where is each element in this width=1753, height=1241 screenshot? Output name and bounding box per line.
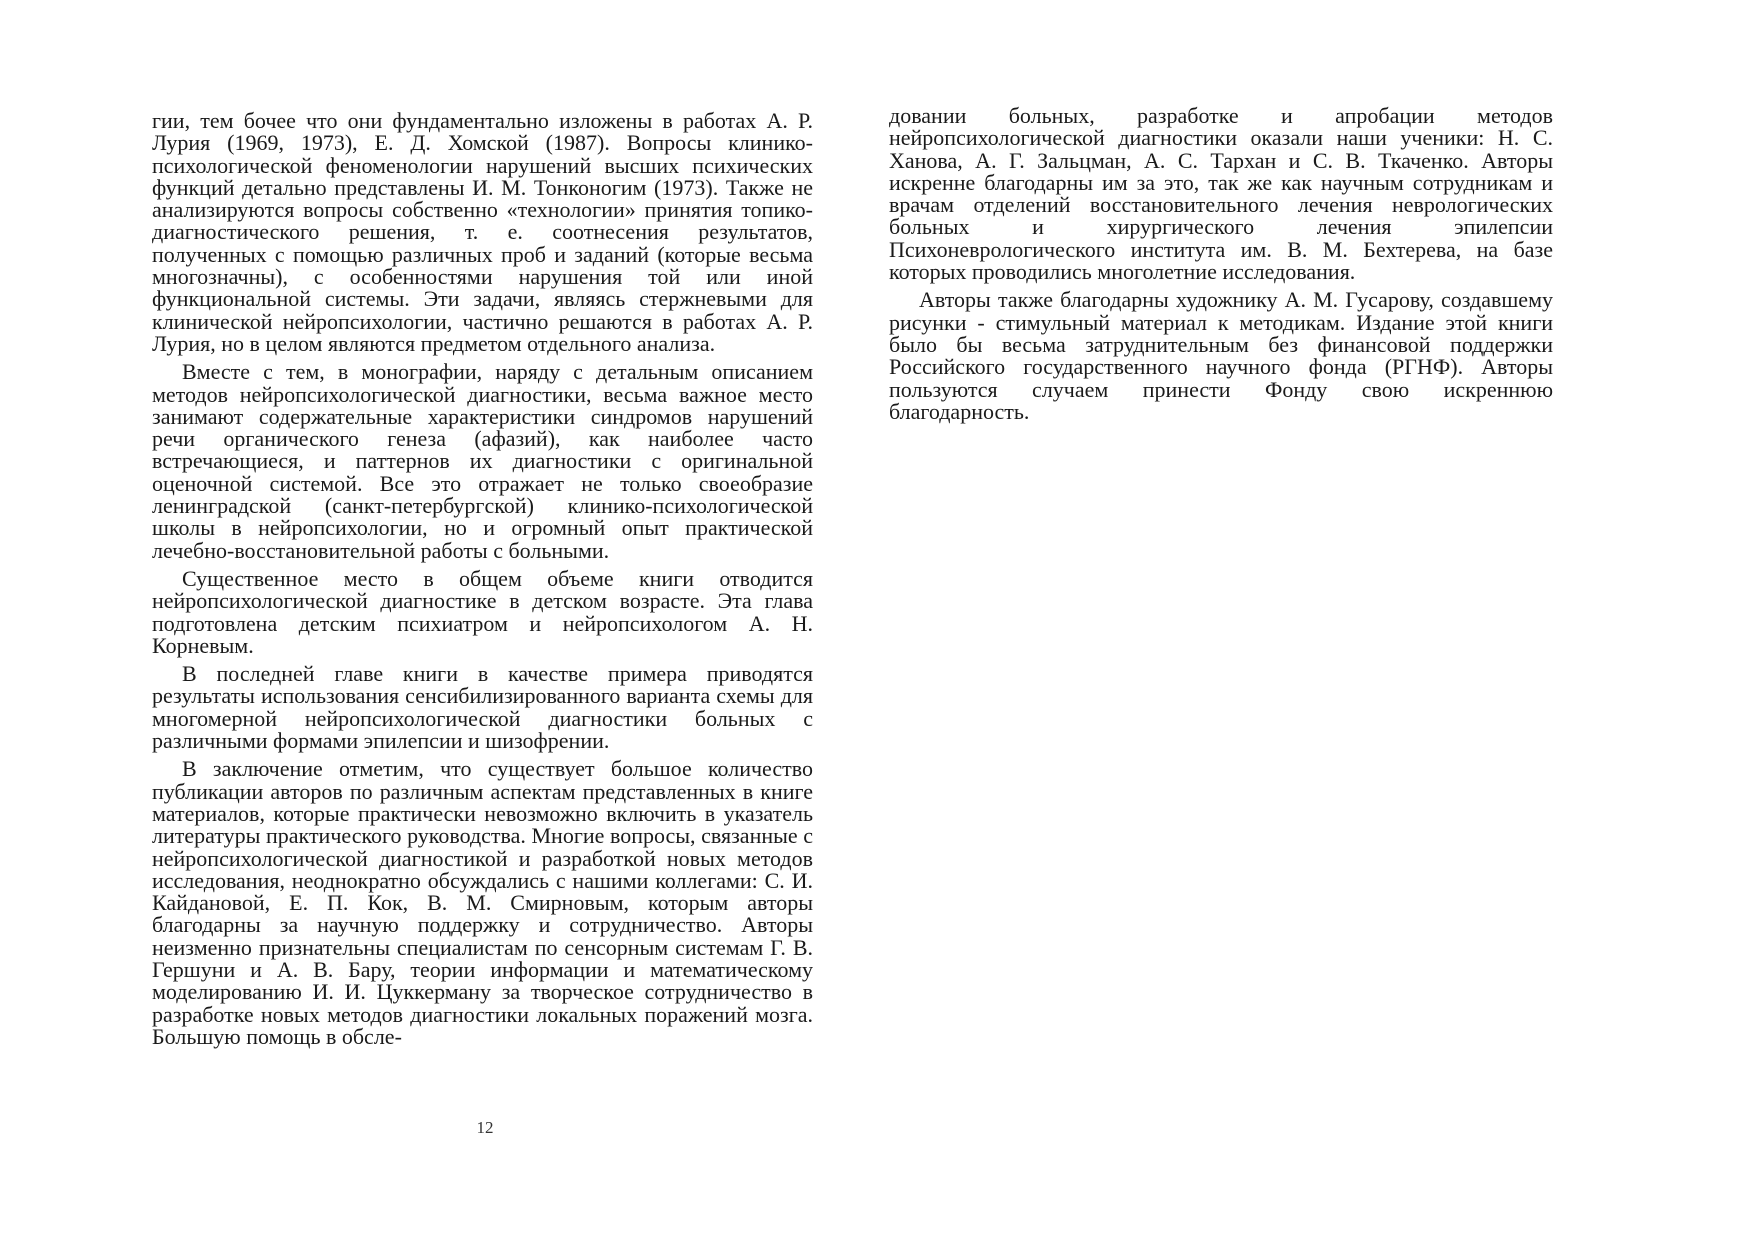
paragraph: В заключение отметим, что существует большое количество публикации авторов по различным аспектам представленных в книге материалов, которые практически невозможно включить в указатель литературы практического руководства. Многие вопросы, связанные с нейропсихологической диагностикой и разработкой новых методов исследования, неоднократно обсуждались с нашими коллегами: С. И. Кайдановой, Е. П. Кок, В. М. Смирновым, которым авторы благодарны за научную поддержку и сотрудничество. Авторы неизменно признательны специалистам по сенсорным системам Г. В. Гершуни и А. В. Бару, теории информации и математическому моделированию И. И. Цуккерману за творческое сотрудничество в разработке новых методов диагностики локальных поражений мозга. Большую помощь в обсле- <box>152 756 813 1049</box>
paragraph: довании больных, разработке и апробации методов нейропсихологической диагностики оказали наши ученики: Н. С. Ханова, А. Г. Зальцман, А. С. Тархан и С. В. Ткаченко. Авторы искренне благодарны им за это, так же как научным сотрудникам и врачам отделений восстановительного лечения неврологических больных и хирургического лечения эпилепсии Психоневрологического института им. В. М. Бехтерева, на базе которых проводились многолетние исследования. <box>889 103 1553 285</box>
paragraph: гии, тем бочее что они фундаментально изложены в работах А. Р. Лурия (1969, 1973), Е. Д. Хомской (1987). Вопросы клинико-психологической феноменологии нарушений высших психических функций детально представлены И. М. Тонконогим (1973). Также не анализируются вопросы собственно «технологии» принятия топико-диагностического решения, т. е. соотнесения результатов, полученных с помощью различных проб и заданий (которые весьма многозначны), с особенностями нарушения той или иной функциональной системы. Эти задачи, являясь стержневыми для клинической нейропсихологии, частично решаются в работах А. Р. Лурия, но в целом являются предметом отдельного анализа. <box>152 108 813 356</box>
right-text-column <box>889 105 1553 423</box>
paragraph: В последней главе книги в качестве примера приводятся результаты использования сенсибилизированного варианта схемы для многомерной нейропсихологической диагностики больных с различными формами эпилепсии и шизофрении. <box>152 661 813 754</box>
paragraph: Вместе с тем, в монографии, наряду с детальным описанием методов нейропсихологической диагностики, весьма важное место занимают содержательные характеристики синдромов нарушений речи органического генеза (афазий), как наиболее часто встречающиеся, и паттернов их диагностики с оригинальной оценочной системой. Все это отражает не только своеобразие ленинградской (санкт-петербургской) клинико-психологической школы в нейропсихологии, но и огромный опыт практической лечебно-восстановительной работы с больными. <box>152 359 813 563</box>
page-number: 12 <box>476 1118 494 1137</box>
paragraph: Авторы также благодарны художнику А. М. Гусарову, создавшему рисунки - стимульный материал к методикам. Издание этой книги было бы весьма затруднительным без финансовой поддержки Российского государственного научного фонда (РГНФ). Авторы пользуются случаем принести Фонду свою искреннюю благодарность. <box>889 287 1553 424</box>
paragraph: Существенное место в общем объеме книги отводится нейропсихологической диагностике в детском возрасте. Эта глава подготовлена детским психиатром и нейропсихологом А. Н. Корневым. <box>152 565 813 658</box>
left-text-column <box>152 110 813 1048</box>
